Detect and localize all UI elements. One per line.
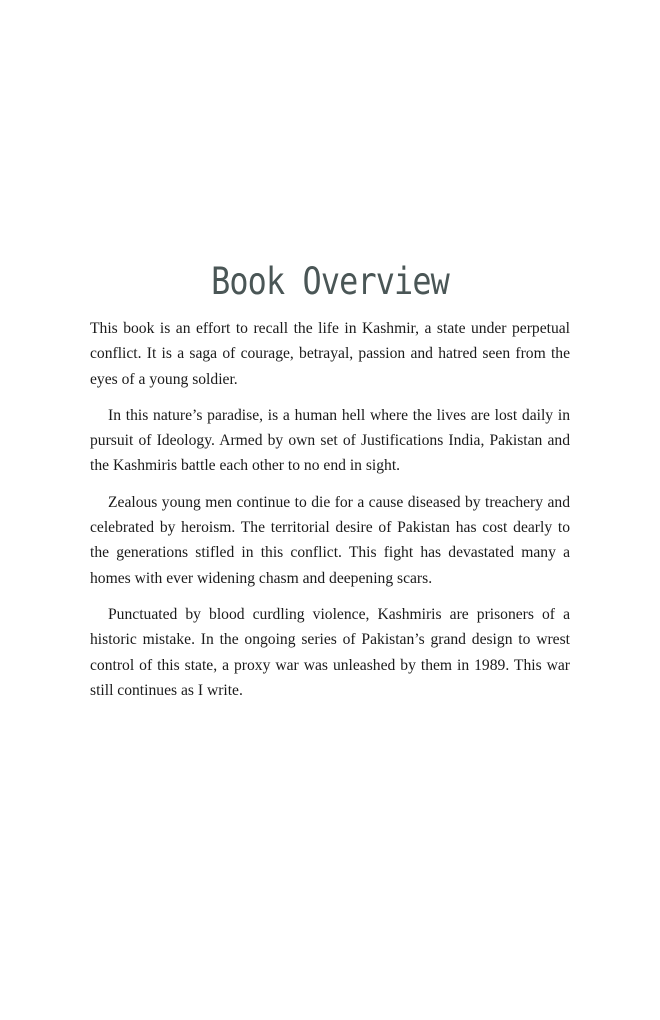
page-title: Book Overview xyxy=(211,259,449,303)
paragraph-2: In this nature’s paradise, is a human hell where the lives are lost daily in pursuit of Ideology. Armed by own set of Justifications India, Pakistan and the Kashmiris battle each other to no end in sight. xyxy=(90,406,570,475)
paragraph-1: This book is an effort to recall the life in Kashmir, a state under perpetual conflict. It is a saga of courage, betrayal, passion and hatred seen from the eyes of a young soldier. xyxy=(90,320,570,388)
overview-body xyxy=(90,316,570,714)
paragraph-3: Zealous young men continue to die for a cause diseased by treachery and celebrated by heroism. The territorial desire of Pakistan has cost dearly to the generations stifled in this conflict. This fight has devastated many a homes with ever widening chasm and deepening scars. xyxy=(90,493,570,587)
paragraph-4: Punctuated by blood curdling violence, Kashmiris are prisoners of a historic mistake. In the ongoing series of Pakistan’s grand design to wrest control of this state, a proxy war was unleashed by them in 1989. This war still continues as I write. xyxy=(90,605,570,699)
